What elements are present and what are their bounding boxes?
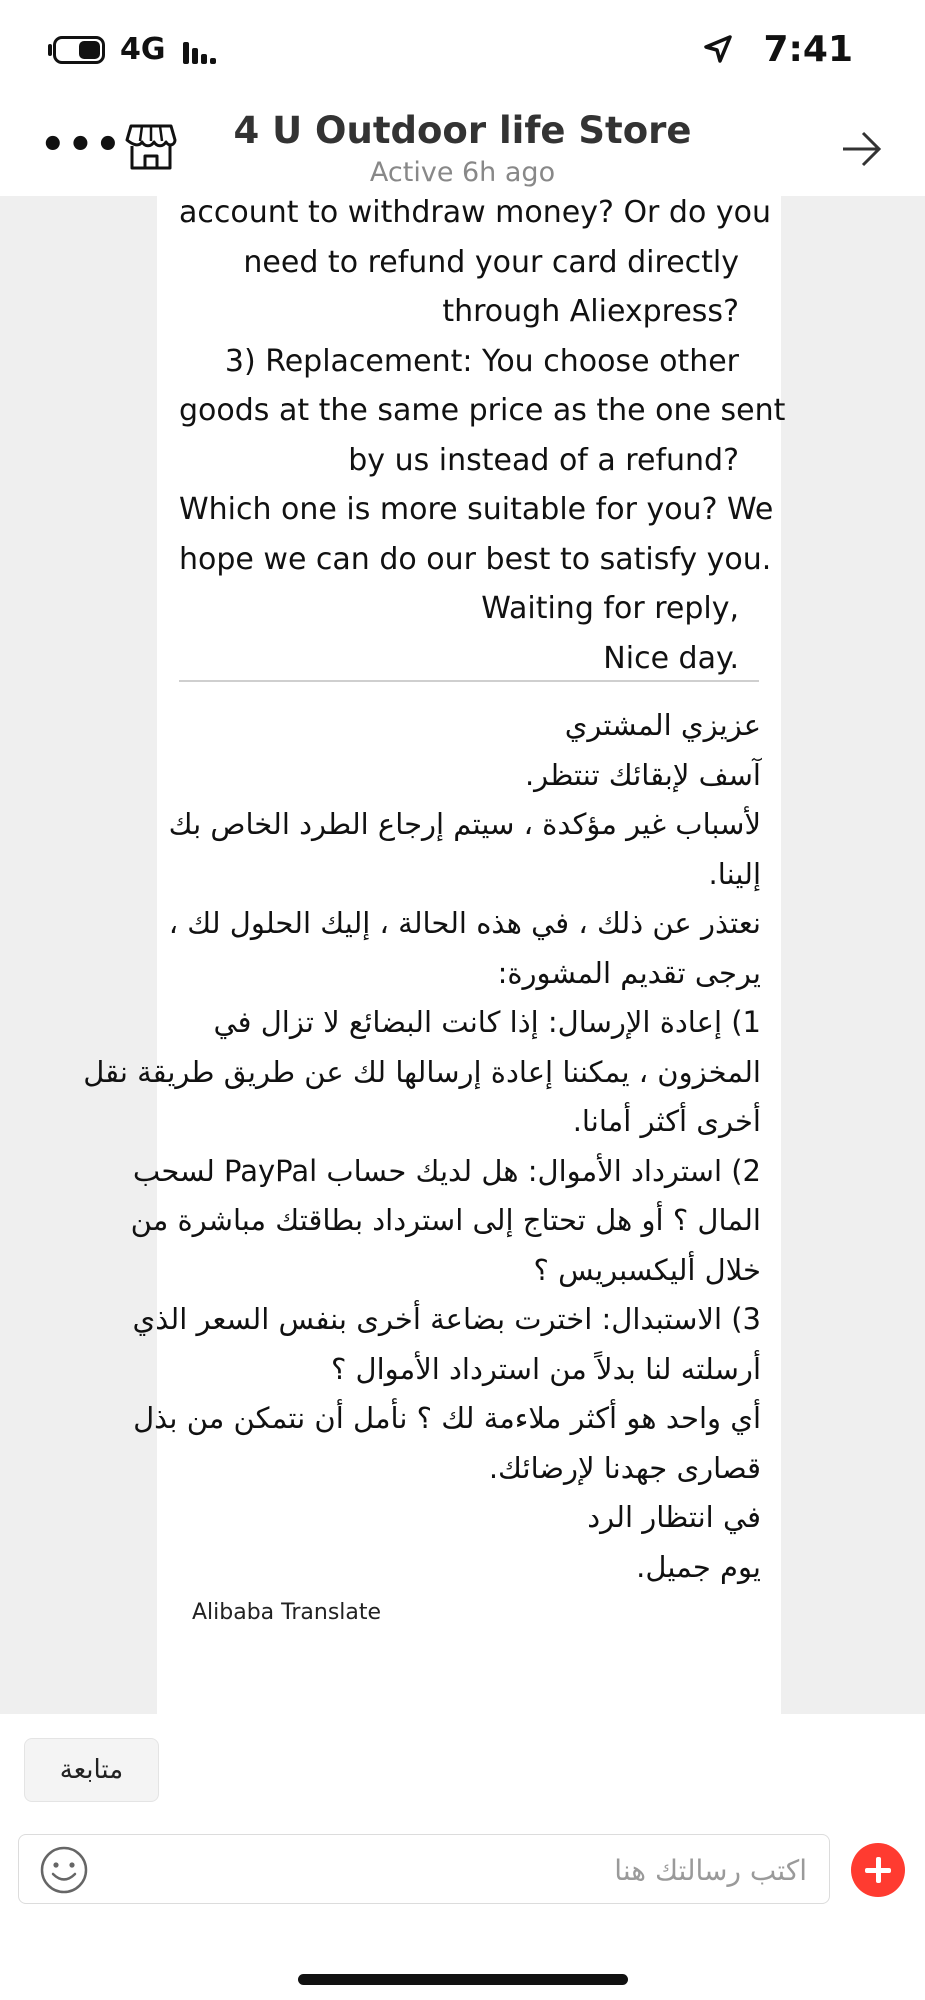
arabic-line: 3) الاستبدال: اخترت بضاعة أخرى بنفس السعر الذي [132, 1302, 761, 1336]
forward-arrow-icon[interactable] [839, 126, 885, 172]
emoji-icon[interactable] [39, 1845, 89, 1895]
arabic-line: أخرى أكثر أمانا. [572, 1104, 761, 1138]
english-line: goods at the same price as the one sent [179, 393, 786, 428]
arabic-line: خلال أليكسبريس ؟ [533, 1252, 761, 1287]
home-indicator[interactable] [298, 1974, 628, 1985]
english-line: through Aliexpress? [442, 294, 739, 329]
english-line: Which one is more suitable for you? We [179, 492, 774, 527]
translator-label: Alibaba Translate [192, 1600, 382, 1625]
arabic-line: في انتظار الرد [587, 1500, 761, 1534]
arabic-line: آسف لإبقائك تنتظر. [524, 757, 761, 792]
status-bar [0, 0, 925, 100]
arabic-line: قصارى جهدنا لإرضائك. [488, 1450, 761, 1485]
message-input-bar[interactable] [18, 1834, 830, 1904]
arabic-line: إلينا. [708, 856, 761, 891]
message-input[interactable] [109, 1843, 809, 1897]
arabic-line: نعتذر عن ذلك ، في هذه الحالة ، إليك الحلول لك ، [168, 906, 761, 940]
location-arrow-icon [703, 34, 733, 64]
arabic-line: 2) استرداد الأموال: هل لديك حساب PayPal لسحب [132, 1153, 761, 1188]
arabic-line: المال ؟ أو هل تحتاج إلى استرداد بطاقتك مباشرة من [130, 1203, 761, 1237]
battery-icon [53, 36, 105, 64]
network-type: 4G [120, 32, 166, 67]
arabic-translation [83, 701, 761, 1592]
add-icon[interactable] [851, 1843, 905, 1897]
more-options-icon[interactable]: ••• [40, 122, 123, 168]
english-line: Waiting for reply, [481, 591, 739, 626]
clock-time: 7:41 [763, 29, 853, 70]
translation-divider [179, 680, 759, 682]
english-line: Nice day. [603, 640, 739, 676]
arabic-line: أرسلته لنا بدلاً من استرداد الأموال ؟ [330, 1351, 761, 1386]
english-line: account to withdraw money? Or do you [179, 196, 771, 230]
store-title[interactable]: 4 U Outdoor life Store [233, 109, 692, 152]
arabic-line: المخزون ، يمكننا إعادة إرسالها لك عن طريق طريقة نقل [83, 1054, 761, 1089]
signal-icon [183, 38, 215, 64]
arabic-line: يوم جميل. [636, 1549, 761, 1584]
arabic-line: 1) إعادة الإرسال: إذا كانت البضائع لا تزال في [213, 1005, 761, 1039]
english-line: hope we can do our best to satisfy you. [179, 541, 772, 577]
arabic-line: أي واحد هو أكثر ملاءمة لك ؟ نأمل أن نتمكن من بذل [133, 1401, 761, 1435]
english-line: 3) Replacement: You choose other [224, 343, 739, 379]
composer-area [0, 1714, 925, 2000]
arabic-line: يرجى تقديم المشورة: [497, 955, 761, 990]
english-message [179, 196, 786, 683]
chat-header [0, 100, 925, 196]
arabic-line: عزيزي المشتري [564, 708, 761, 742]
arabic-line: لأسباب غير مؤكدة ، سيتم إرجاع الطرد الخاص بك [168, 807, 761, 841]
active-status: Active 6h ago [369, 157, 556, 188]
message-bubble [83, 196, 786, 1714]
english-line: by us instead of a refund? [348, 442, 739, 478]
follow-button[interactable]: متابعة [24, 1738, 159, 1802]
english-line: need to refund your card directly [243, 244, 739, 280]
chat-area[interactable] [0, 196, 925, 1714]
battery-tip [48, 44, 52, 56]
